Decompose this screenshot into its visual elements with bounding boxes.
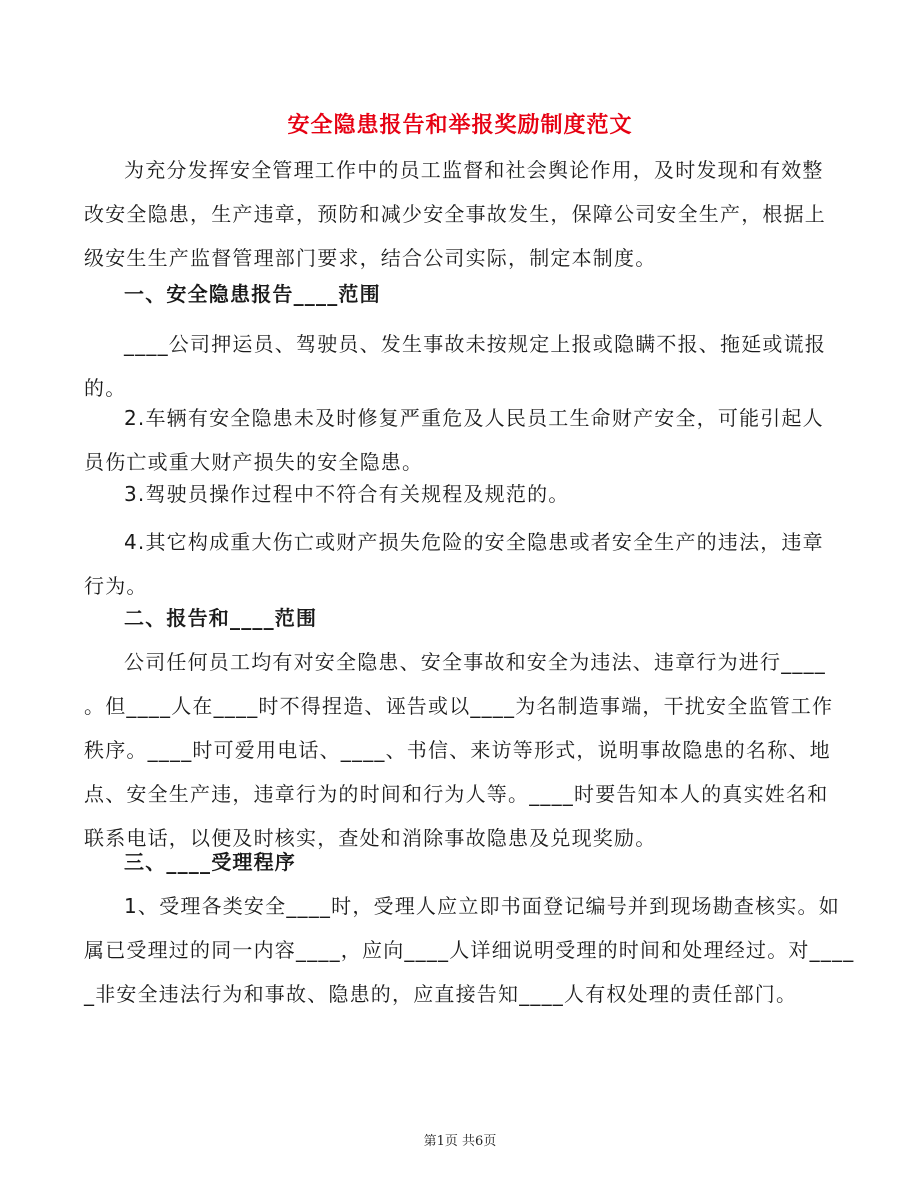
page-number: 第1页 共6页 bbox=[423, 1134, 497, 1149]
intro-line-3: 级安生生产监督管理部门要求，结合公司实际，制定本制度。 bbox=[84, 246, 657, 270]
section3-heading-block bbox=[84, 840, 836, 884]
section1-heading: 一、安全隐患报告____范围 bbox=[124, 282, 381, 306]
item0-line-2: 的。 bbox=[84, 376, 127, 400]
section3-line-3: _非安全违法行为和事故、隐患的，应直接告知____人有权处理的责任部门。 bbox=[84, 982, 798, 1006]
item3-line-1: 3.驾驶员操作过程中不符合有关规程及规范的。 bbox=[124, 482, 570, 506]
section3-line-1: 1、受理各类安全____时，受理人应立即书面登记编号并到现场勘查核实。如 bbox=[124, 894, 840, 918]
section2-heading-block bbox=[84, 596, 836, 640]
section2-line-2: 。但____人在____时不得捏造、诬告或以____为名制造事端，干扰安全监管工作 bbox=[84, 694, 834, 718]
section2-body bbox=[84, 640, 836, 860]
section2-line-1: 公司任何员工均有对安全隐患、安全事故和安全为违法、违章行为进行____ bbox=[124, 650, 826, 674]
intro-line-2: 改安全隐患，生产违章，预防和减少安全事故发生，保障公司安全生产，根据上 bbox=[84, 202, 826, 226]
section1-heading-block bbox=[84, 272, 836, 316]
item0-line-1: ____公司押运员、驾驶员、发生事故未按规定上报或隐瞒不报、拖延或谎报 bbox=[124, 332, 826, 356]
section3-body bbox=[84, 884, 855, 1016]
section2-line-5: 联系电话，以便及时核实，查处和消除事故隐患及兑现奖励。 bbox=[84, 826, 657, 850]
item2-line-2: 员伤亡或重大财产损失的安全隐患。 bbox=[84, 450, 424, 474]
intro-paragraph bbox=[84, 148, 836, 280]
section1-item-3 bbox=[84, 472, 836, 516]
item2-line-1: 2.车辆有安全隐患未及时修复严重危及人民员工生命财产安全，可能引起人 bbox=[124, 406, 824, 430]
section3-line-2: 属已受理过的同一内容____，应向____人详细说明受理的时间和处理经过。对____ bbox=[84, 938, 855, 962]
intro-line-1: 为充分发挥安全管理工作中的员工监督和社会舆论作用，及时发现和有效整 bbox=[124, 158, 824, 182]
item4-line-2: 行为。 bbox=[84, 574, 148, 598]
document-title: 安全隐患报告和举报奖励制度范文 bbox=[287, 113, 633, 138]
section2-line-4: 点、安全生产违，违章行为的时间和行为人等。____时要告知本人的真实姓名和 bbox=[84, 782, 829, 806]
section3-heading: 三、____受理程序 bbox=[124, 850, 296, 874]
section2-heading: 二、报告和____范围 bbox=[124, 606, 318, 630]
section2-line-3: 秩序。____时可爱用电话、____、书信、来访等形式，说明事故隐患的名称、地 bbox=[84, 738, 831, 762]
section1-item-2 bbox=[84, 396, 836, 484]
item4-line-1: 4.其它构成重大伤亡或财产损失危险的安全隐患或者安全生产的违法，违章 bbox=[124, 530, 824, 554]
section1-item-4 bbox=[84, 520, 836, 608]
